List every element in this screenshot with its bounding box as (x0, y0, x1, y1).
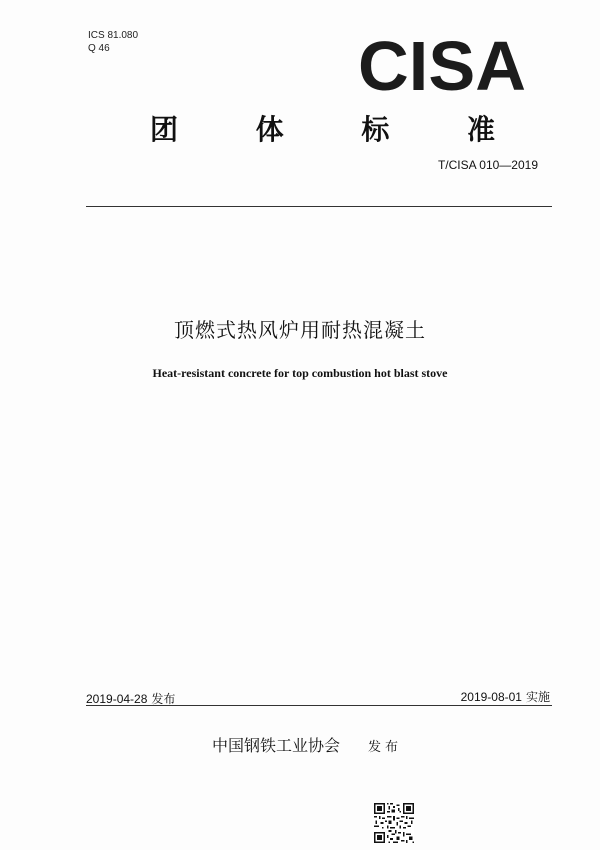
implement-date: 2019-08-01 (460, 690, 522, 704)
publish-date: 2019-04-28 (86, 692, 148, 706)
implement-date-line (461, 688, 550, 705)
standard-code: T/CISA 010—2019 (437, 158, 538, 172)
header-divider (86, 206, 552, 207)
cisa-logo-text: CISA (358, 28, 526, 100)
standard-type-char: 团 (150, 113, 179, 146)
publisher-org: 中国钢铁工业协会 (212, 736, 341, 755)
implement-label: 实施 (525, 690, 550, 704)
title-chinese: 顶燃式热风炉用耐热混凝土 (174, 318, 426, 342)
standard-type-heading (150, 108, 495, 148)
publish-label: 发布 (151, 692, 176, 706)
title-english: Heat-resistant concrete for top combustion hot blast stove (152, 366, 448, 380)
publisher-line (212, 733, 402, 756)
standard-type-char: 标 (361, 113, 390, 146)
ccs-code: Q 46 (88, 43, 110, 54)
ics-classification (88, 29, 138, 55)
qr-code-icon (374, 803, 414, 843)
publisher-verb: 发布 (368, 740, 403, 755)
footer-divider (86, 705, 552, 706)
standard-type-char: 准 (466, 113, 495, 146)
ics-code: ICS 81.080 (88, 30, 139, 41)
standard-type-char: 体 (255, 113, 284, 146)
cisa-logo (355, 28, 530, 100)
